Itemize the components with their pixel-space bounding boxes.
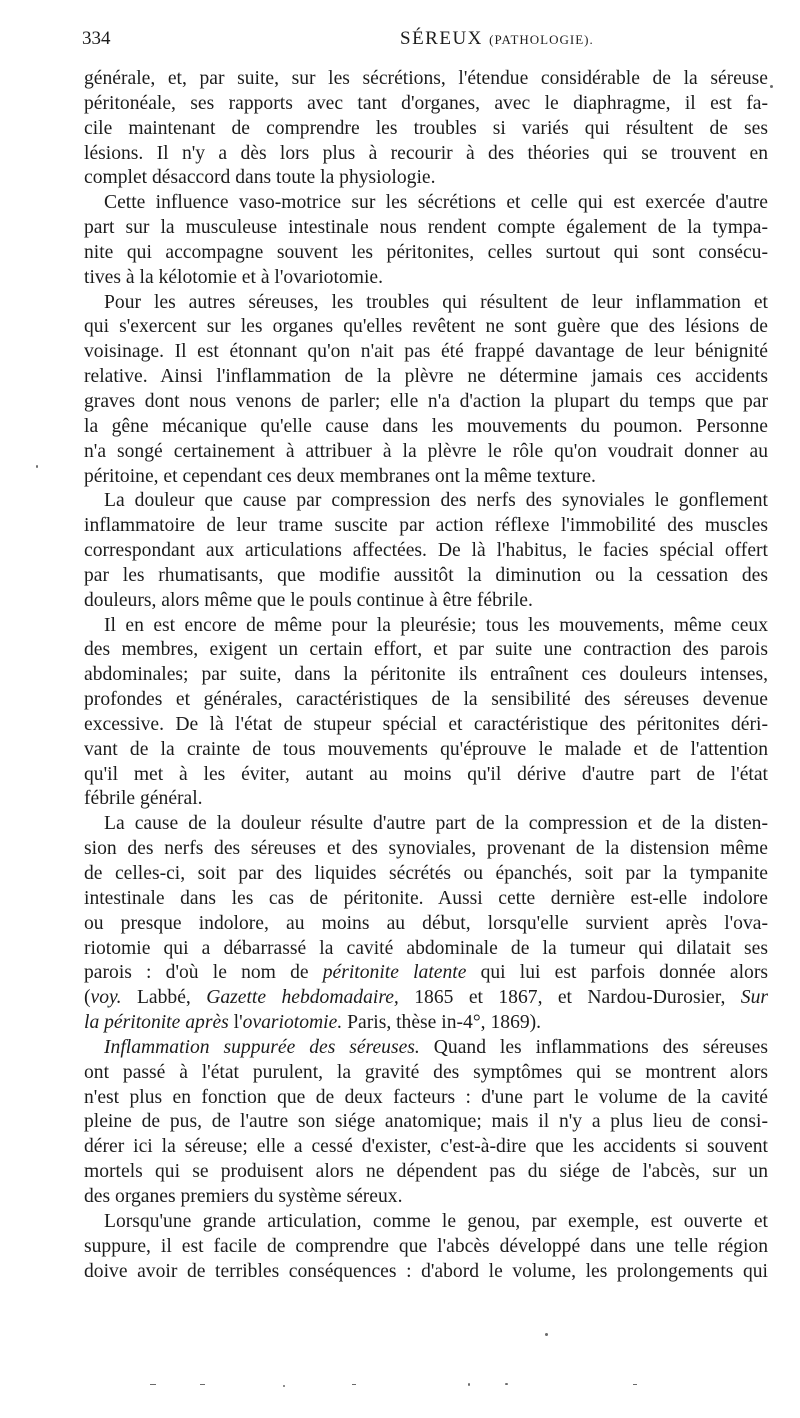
text-line [84, 1210, 768, 1235]
line-text: ont passé à l'état purulent, la gravité des symptômes qui se montrent alors [84, 1061, 768, 1083]
line-text: qui lui est parfois donnée alors [466, 962, 768, 984]
text-line [84, 638, 768, 663]
line-text: n'a songé certainement à attribuer à la plèvre le rôle qu'on voudrait donner au [84, 440, 768, 462]
text-line [84, 1260, 768, 1285]
scan-speck [545, 1333, 548, 1336]
running-title-main: SÉREUX [400, 28, 483, 49]
text-line [84, 1086, 768, 1111]
line-text: voisinage. Il est étonnant qu'on n'ait pas été frappé davantage de leur bénignité [84, 341, 768, 363]
line-text: tives à la kélotomie et à l'ovariotomie. [84, 266, 383, 288]
line-text: nite qui accompagne souvent les péritonites, celles surtout qui sont consécu- [84, 241, 768, 263]
line-text: de celles-ci, soit par des liquides sécrétés ou épanchés, soit par la tympanite [84, 863, 768, 884]
line-text: inflammatoire de leur trame suscite par action réflexe l'immobilité des muscles [84, 515, 768, 537]
italic-text: la péritonite après [84, 1012, 229, 1034]
line-text: doive avoir de terribles conséquences : d'abord le volume, les prolongements qui [84, 1260, 768, 1282]
text-line [84, 787, 768, 812]
text-line [84, 763, 768, 788]
text-line [84, 1036, 768, 1061]
line-text: fébrile général. [84, 788, 203, 810]
line-text: correspondant aux articulations affectées. De là l'habitus, le facies spécial offert [84, 540, 768, 562]
running-head [82, 28, 772, 54]
line-text: des membres, exigent un certain effort, et par suite une contraction des parois [84, 639, 768, 661]
running-title-sub: (PATHOLOGIE). [489, 32, 594, 47]
text-line [84, 738, 768, 763]
body-text [84, 67, 768, 1284]
line-text: relative. Ainsi l'inflammation de la plèvre ne détermine jamais ces accidents [84, 366, 768, 388]
line-text: parois : d'où le nom de [84, 962, 323, 984]
text-line [84, 440, 768, 465]
line-text: Cette influence vaso-motrice sur les sécrétions et celle qui est exercée d'autre [104, 192, 768, 214]
line-text: péritoine, et cependant ces deux membranes ont la même texture. [84, 465, 596, 487]
line-text: lésions. Il n'y a dès lors plus à recourir à des théories qui se trouvent en [84, 142, 768, 164]
text-line [84, 986, 768, 1011]
scan-speck [150, 1384, 156, 1385]
text-line [84, 614, 768, 639]
line-text: par les rhumatisants, que modifie aussitôt la diminution ou la cessation des [84, 564, 768, 586]
text-line [84, 1110, 768, 1135]
text-line [84, 589, 768, 614]
text-line [84, 837, 768, 862]
line-text: Paris, thèse in-4°, 1869). [342, 1012, 542, 1034]
line-text: complet désaccord dans toute la physiologie. [84, 167, 436, 189]
line-text: ( [84, 987, 91, 1009]
scan-speck [505, 1383, 508, 1385]
line-text: part sur la musculeuse intestinale nous rendent compte également de la tympa- [84, 217, 768, 239]
line-text: l' [228, 1012, 243, 1034]
line-text: ou presque indolore, au moins au début, lorsqu'elle survient après l'ova- [84, 912, 768, 934]
text-line [84, 862, 768, 887]
text-line [84, 937, 768, 962]
text-line [84, 812, 768, 837]
text-line [84, 142, 768, 167]
line-text: profondes et générales, caractéristiques de la sensibilité des séreuses devenue [84, 689, 768, 711]
text-line [84, 539, 768, 564]
line-text: dérer ici la séreuse; elle a cessé d'exister, c'est-à-dire que les accidents si souvent [84, 1136, 768, 1158]
line-text: riotomie qui a débarrassé la cavité abdominale de la tumeur qui dilatait ses [84, 937, 768, 959]
line-text: vant de la crainte de tous mouvements qu'éprouve le malade et de l'attention [84, 738, 768, 760]
text-line [84, 713, 768, 738]
text-line [84, 663, 768, 688]
text-line [84, 67, 768, 92]
text-line [84, 117, 768, 142]
line-text: 1865 et 1867, et Nardou-Durosier, [398, 987, 741, 1009]
scan-speck [468, 1383, 470, 1386]
page-number: 334 [82, 28, 111, 49]
line-text: graves dont nous venons de parler; elle n'a d'action la plupart du temps que par [84, 390, 768, 412]
italic-text: Gazette hebdomadaire, [206, 987, 399, 1009]
italic-text: ovariotomie. [242, 1012, 343, 1034]
scan-speck [770, 85, 773, 88]
line-text: Il en est encore de même pour la pleurésie; tous les mouvements, même ceux [104, 614, 768, 636]
text-line [84, 887, 768, 912]
line-text: Labbé, [121, 987, 207, 1009]
text-line [84, 241, 768, 266]
italic-text: Inflammation suppurée des séreuses. [104, 1036, 420, 1058]
line-text: Lorsqu'une grande articulation, comme le genou, par exemple, est ouverte et [104, 1210, 768, 1232]
text-line [84, 92, 768, 117]
text-line [84, 390, 768, 415]
text-line [84, 564, 768, 589]
italic-text: Sur [740, 987, 769, 1009]
text-line [84, 415, 768, 440]
text-line [84, 1185, 768, 1210]
scan-speck [633, 1384, 637, 1385]
line-text: générale, et, par suite, sur les sécrétions, l'étendue considérable de la séreuse [84, 68, 768, 89]
line-text: qui s'exercent sur les organes qu'elles revêtent ne sont guère que des lésions de [84, 316, 768, 338]
line-text: intestinale dans les cas de péritonite. Aussi cette dernière est-elle indolore [84, 887, 768, 909]
line-text: Quand les inflammations des séreuses [419, 1036, 769, 1058]
text-line [84, 465, 768, 490]
line-text: mortels qui se produisent alors ne dépendent pas du siége de l'abcès, sur un [84, 1161, 768, 1183]
text-line [84, 216, 768, 241]
line-text: qu'il met à les éviter, autant au moins qu'il dérive d'autre part de l'état [84, 763, 768, 785]
text-line [84, 489, 768, 514]
text-line [84, 266, 768, 291]
text-line [84, 1160, 768, 1185]
line-text: pleine de pus, de l'autre son siége anatomique; mais il n'y a plus lieu de consi- [84, 1111, 768, 1133]
text-line [84, 365, 768, 390]
line-text: La douleur que cause par compression des nerfs des synoviales le gonflement [104, 490, 768, 512]
text-line [84, 1061, 768, 1086]
text-line [84, 340, 768, 365]
line-text: sion des nerfs des séreuses et des synoviales, provenant de la distension même [84, 838, 768, 860]
text-line [84, 912, 768, 937]
text-line [84, 291, 768, 316]
italic-text: voy. [90, 987, 122, 1009]
text-line [84, 688, 768, 713]
text-line [84, 315, 768, 340]
text-line [84, 1235, 768, 1260]
line-text: n'est plus en fonction que de deux facteurs : d'une part le volume de la cavité [84, 1086, 768, 1108]
text-line [84, 191, 768, 216]
scan-speck [352, 1384, 356, 1385]
line-text: suppure, il est facile de comprendre que l'abcès développé dans une telle région [84, 1235, 768, 1257]
running-title [400, 28, 594, 50]
line-text: excessive. De là l'état de stupeur spécial et caractéristique des péritonites déri- [84, 713, 768, 735]
text-line [84, 514, 768, 539]
line-text: La cause de la douleur résulte d'autre part de la compression et de la disten- [104, 813, 768, 835]
text-line [84, 166, 768, 191]
text-line [84, 1011, 768, 1036]
italic-text: péritonite latente [322, 962, 467, 984]
line-text: des organes premiers du système séreux. [84, 1185, 403, 1207]
line-text: la gêne mécanique qu'elle cause dans les mouvements du poumon. Personne [84, 415, 768, 437]
text-line [84, 1135, 768, 1160]
line-text: cile maintenant de comprendre les troubles si variés qui résultent de ses [84, 117, 768, 139]
line-text: abdominales; par suite, dans la péritonite ils entraînent ces douleurs intenses, [84, 664, 768, 686]
scan-speck [36, 465, 38, 468]
scan-speck [283, 1385, 285, 1387]
scan-speck [200, 1384, 205, 1385]
text-line [84, 961, 768, 986]
line-text: douleurs, alors même que le pouls continue à être fébrile. [84, 589, 533, 611]
line-text: péritonéale, ses rapports avec tant d'organes, avec le diaphragme, il est fa- [84, 92, 768, 114]
line-text: Pour les autres séreuses, les troubles qui résultent de leur inflammation et [104, 291, 768, 313]
